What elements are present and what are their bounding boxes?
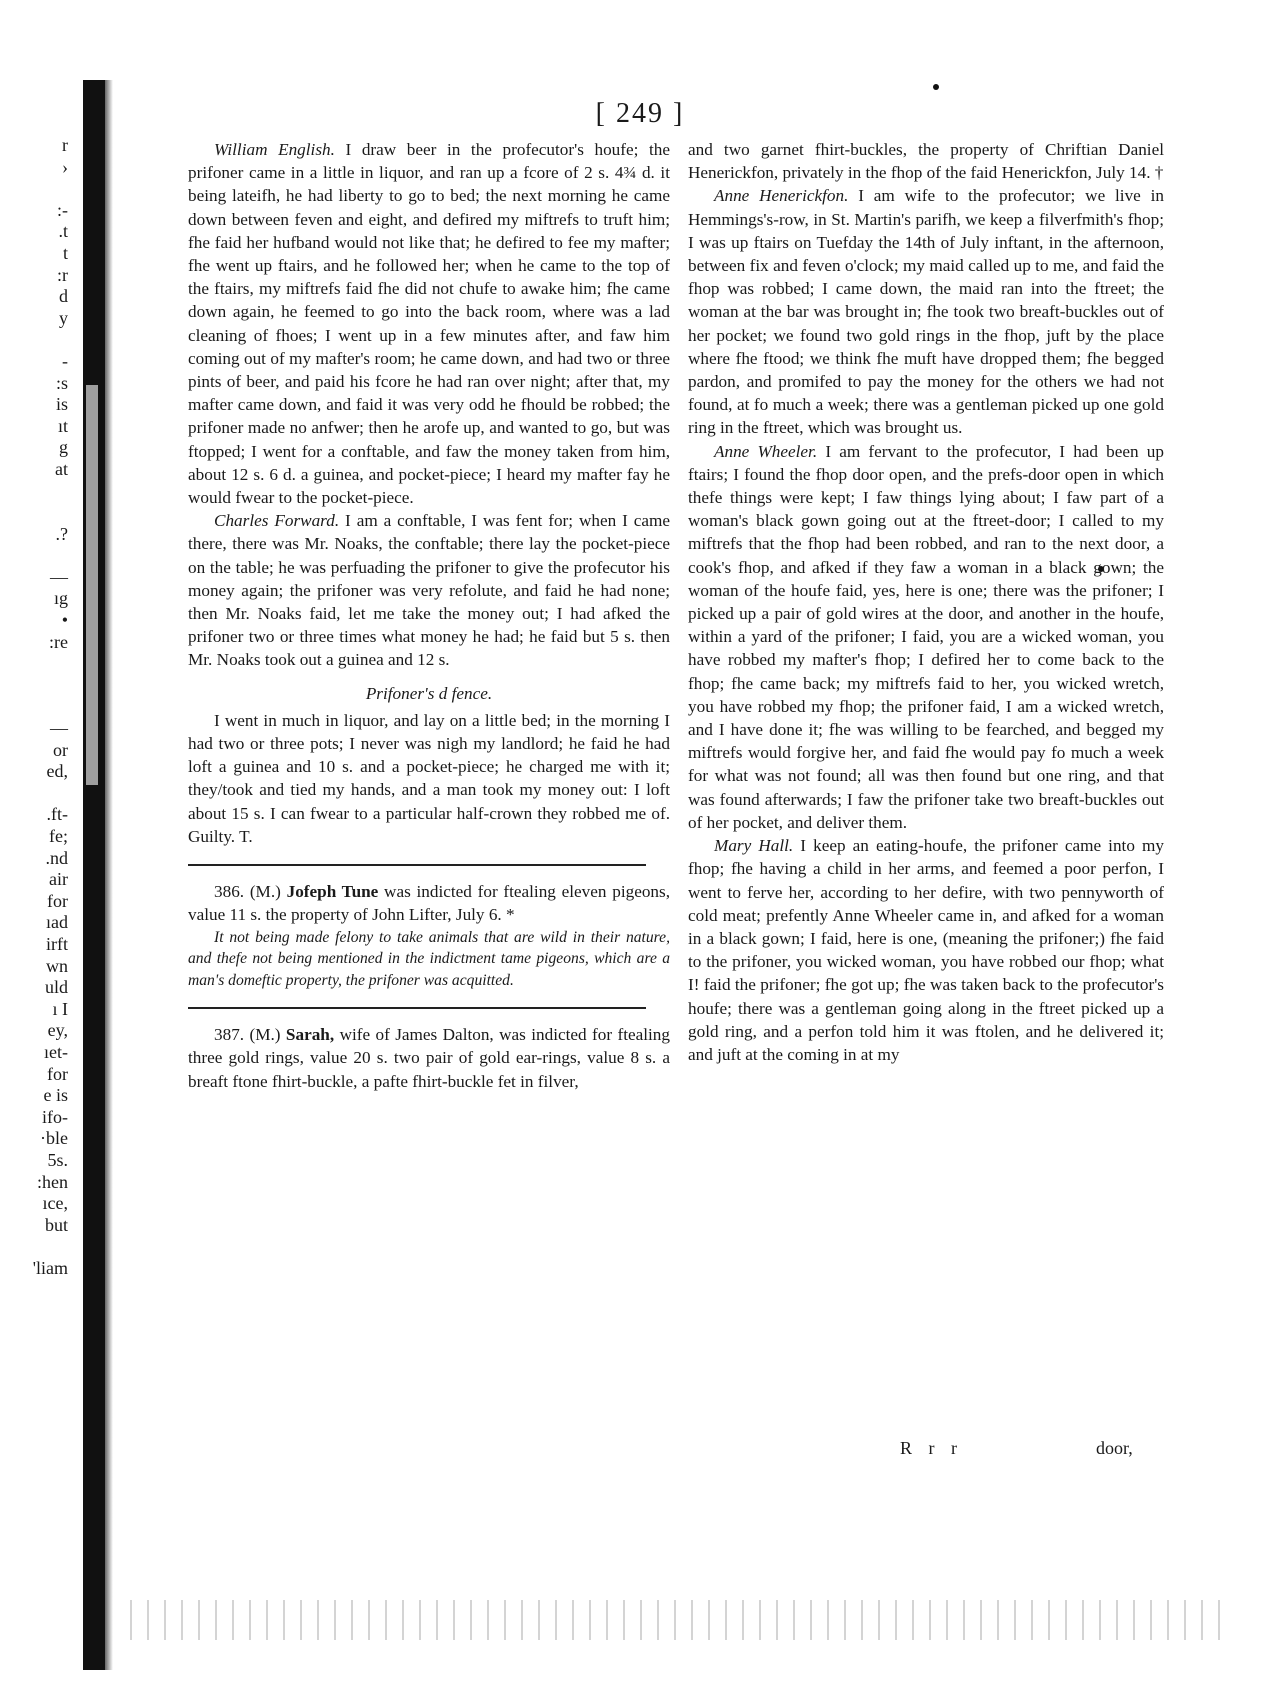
page-noise: [130, 1600, 1220, 1640]
bleed-fragment: ıt: [57, 415, 68, 436]
bleed-fragment: •: [61, 610, 68, 631]
bleed-fragment: ›: [62, 156, 68, 177]
bleed-fragment: ıad: [46, 912, 68, 933]
bleed-fragment: [8, 545, 80, 567]
case-387: [188, 1023, 670, 1093]
bleed-fragment: ifo-: [42, 1106, 68, 1127]
case-number: 387. (M.): [214, 1025, 286, 1045]
speaker-name: Anne Wheeler.: [714, 441, 818, 461]
defence-text: I went in much in liquor, and lay on a little bed; in the morning I had two or three pots; I never was nigh my landlord; he faid he had loft a guinea and 10 s. and a pocket-piece; he charged me with it; they/took and tied my hands, and a man took my money out: I loft about 15 s. I can fwear to a particular half-crown they robbed me of. Guilty. T.: [188, 710, 670, 846]
testimony-mary-hall: [688, 834, 1164, 1066]
case-number: 386. (M.): [214, 882, 287, 902]
bleed-fragment: —: [50, 566, 68, 587]
bleed-fragment: irft: [46, 933, 68, 954]
bleed-fragment: [8, 481, 80, 503]
bleed-fragment: d: [59, 286, 68, 307]
speaker-name: Anne Henerickfon.: [714, 186, 849, 206]
binding-gap: [86, 385, 98, 785]
bleed-fragment: .t: [58, 221, 68, 242]
bleed-fragment: or: [53, 739, 68, 760]
bleed-fragment: .ft-: [46, 804, 68, 825]
bleed-fragment: :-: [57, 199, 68, 220]
bleed-fragment: uld: [44, 977, 68, 998]
defendant-name: Jofeph Tune: [286, 882, 379, 902]
bleed-fragment: fe;: [49, 826, 68, 846]
testimony-text: I am wife to the profecutor; we live in Hemmings's-row, in St. Martin's parifh, we keep a filverfmith's fhop; I was up ftairs on Tuefday the 14th of July inftant, in the afternoon, between fix and feven o'clock; my maid called up to me, and faid the fhop was robbed; I came down, the maid ran into the ftreet; the woman at the bar was brought in; fhe took two breaft-buckles out of her pocket; we found two gold rings in the fhop, juft by the place where fhe ftood; we think fhe muft have dropped them; fhe begged pardon, and promifed to pay the money for the others we had not found, at fo much a week; there was a gentleman picked up one gold ring in the ftreet, which was brought us.: [688, 186, 1164, 438]
bleed-fragment: is: [55, 394, 68, 415]
right-column: [688, 138, 1164, 1066]
bleed-fragment: ·ble: [40, 1128, 68, 1149]
bleed-fragment: g: [59, 437, 68, 458]
bleed-fragment: ey,: [47, 1020, 68, 1041]
bleed-fragment: ıce,: [42, 1193, 68, 1214]
testimony-charles-forward: [188, 509, 670, 671]
section-rule: [188, 1007, 646, 1009]
speaker-name: Mary Hall.: [714, 836, 794, 856]
bleed-fragment: for: [47, 1063, 68, 1084]
case-387-continued: and two garnet fhirt-buckles, the property of Chriftian Daniel Henerickfon, privately in the fhop of the faid Henerickfon, July 14. †: [688, 140, 1164, 183]
speaker-name: William English.: [214, 140, 335, 159]
left-column: [188, 138, 670, 1093]
case-386: [188, 880, 670, 926]
testimony-william-english: [188, 138, 670, 509]
bleed-fragment: :hen: [37, 1171, 68, 1192]
bleed-fragment: [8, 178, 80, 200]
bleed-fragment: [8, 653, 80, 675]
bleed-fragment: [8, 1236, 80, 1258]
bleed-fragment: ed,: [46, 761, 68, 782]
testimony-text: I am fervant to the profecutor, I had been up ftairs; I found the fhop door open, and the prefs-door open in which thefe things were kept; I faw things lying about; I faw part of a woman's black gown going out at the ftreet-door; I called to my miftrefs that the fhop had been robbed, and ran to the next door, a cook's fhop, and afked if they faw a woman in a black gown; the woman of the houfe faid, yes, here is one; there was the prifoner; I picked up a pair of gold wires at the door, and another in the houfe, within a yard of the prifoner; I faid, you are a wicked woman, you have robbed my mafter's fhop; I defired her to come back to the fhop; fhe came back; my miftrefs faid to her, you wicked wretch, you have robbed my fhop; the prifoner faid, I am a wicked wretch, and I have done it; fhe was willing to be fearched, and begged my miftrefs would forgive her, and faid fhe would pay fo much a week for what was not found; all was then found but one ring, and that was found afterwards; I faw the prifoner take two breaft-buckles out of her pocket, and deliver them.: [688, 441, 1164, 832]
catchword: door,: [1096, 1438, 1133, 1458]
ink-speck: [933, 84, 939, 90]
bleed-fragment: at: [55, 458, 68, 479]
bleed-fragment: :s: [55, 372, 68, 393]
bleed-fragment: [8, 329, 80, 351]
bleed-fragment: wn: [46, 955, 68, 976]
bleed-fragment: .?: [55, 523, 68, 544]
bleed-fragment: y: [59, 307, 68, 328]
bleed-fragment: [8, 696, 80, 718]
bleed-fragment: [8, 675, 80, 697]
defence-heading: Prifoner's d fence.: [365, 683, 493, 703]
defendant-name: Sarah,: [285, 1025, 335, 1045]
bleed-fragment: —: [50, 718, 68, 739]
testimony-text: I am a conftable, I was fent for; when I came there, there was Mr. Noaks, the conftable; there lay the pocket-piece on the table; he was perfuading the prifoner to give the profecutor his money again; the prifoner was very refolute, and faid he had none; then Mr. Noaks faid, let me take the money out; I had afked the prifoner two or three times what money he had; he faid but 5 s. then Mr. Noaks took out a guinea and 12 s.: [188, 511, 670, 670]
bleed-fragment: ı I: [52, 998, 68, 1019]
bleed-fragment: :re: [49, 631, 68, 652]
testimony-text: I draw beer in the profecutor's houfe; the prifoner came in a little in liquor, and ran up a fcore of 2 s. 4¾ d. it being lateifh, he had liberty to go to bed; the next morning he came down between feven and eight, and defired my miftrefs to truft him; fhe faid her hufband would not like that; he defired to fee my mafter; fhe went up ftairs, and he followed her; when he came to the top of the ftairs, my miftrefs faid fhe did not chufe to awake him; fhe came down again, he feemed to go into the back room, where was a lad cleaning of fhoes; I went up in a few minutes after, and faw him coming out of my mafter's room; he came down, and had two or three pints of beer, and paid his fcore he had ran over night; after that, my mafter came down, and faid it was very odd he fhould be robbed; the prifoner made no anfwer; then he arofe up, and wanted to go, but was ftopped; I went for a conftable, and faw the money taken from him, about 12 s. 6 d. a guinea, and pocket-piece; I heard my mafter fay he would fwear to the pocket-piece.: [188, 140, 671, 508]
bleed-fragment: ıet-: [44, 1041, 68, 1062]
bleed-fragment: [8, 783, 80, 805]
bleed-fragment: 5s.: [47, 1149, 68, 1170]
previous-page-bleed: [8, 135, 80, 1279]
bleed-fragment: e is: [43, 1085, 68, 1106]
bleed-fragment: air: [49, 869, 68, 890]
page-number: [ 249 ]: [595, 98, 685, 129]
case-text: was indicted for ftealing eleven pigeons, value 11 s. the property of John Lifter, July 6. *: [188, 882, 670, 925]
bleed-fragment: 'liam: [32, 1257, 68, 1278]
testimony-anne-wheeler: [688, 440, 1164, 834]
bleed-fragment: .nd: [45, 847, 68, 868]
bleed-fragment: r: [62, 135, 68, 155]
testimony-text: I keep an eating-houfe, the prifoner came into my fhop; fhe having a child in her arms, and feemed a poor perfon, I went to ferve her, according to her defire, with two pennyworth of cold meat; prefently Anne Wheeler came in, and afked for a woman in a black gown; I faid, here is one, (meaning the prifoner;) fhe faid to the prifoner, you wicked woman, you have robbed our fhop; what I! faid the prifoner; fhe got up; fhe was taken back to the profecutor's houfe; there was a gentleman going along in the ftreet picked up a gold ring, and a perfon told him it was ftolen, and he delivered it; and juft at the coming in at my: [688, 836, 1164, 1064]
bleed-fragment: for: [47, 890, 68, 911]
bleed-fragment: ıg: [53, 588, 68, 609]
bleed-fragment: but: [44, 1214, 68, 1235]
bleed-fragment: -: [62, 350, 68, 371]
bleed-fragment: [8, 502, 80, 524]
case-text: wife of James Dalton, was indicted for ftealing three gold rings, value 20 s. two pair of gold ear-rings, value 8 s. a breaft ftone fhirt-buckle, a pafte fhirt-buckle fet in filver,: [188, 1025, 670, 1091]
bleed-fragment: :r: [57, 264, 68, 285]
bleed-fragment: t: [62, 242, 68, 263]
printer-signature: R r r: [900, 1438, 963, 1458]
testimony-anne-henerickson: [688, 184, 1164, 439]
case-386-note: It not being made felony to take animals that are wild in their nature, and thefe not being mentioned in the indictment tame pigeons, which are a man's domeftic property, the prifoner was acquitted.: [188, 928, 670, 989]
binding-shadow: [83, 80, 105, 1670]
binding-gradient: [105, 80, 113, 1670]
section-rule: [188, 864, 646, 866]
speaker-name: Charles Forward.: [214, 511, 340, 531]
